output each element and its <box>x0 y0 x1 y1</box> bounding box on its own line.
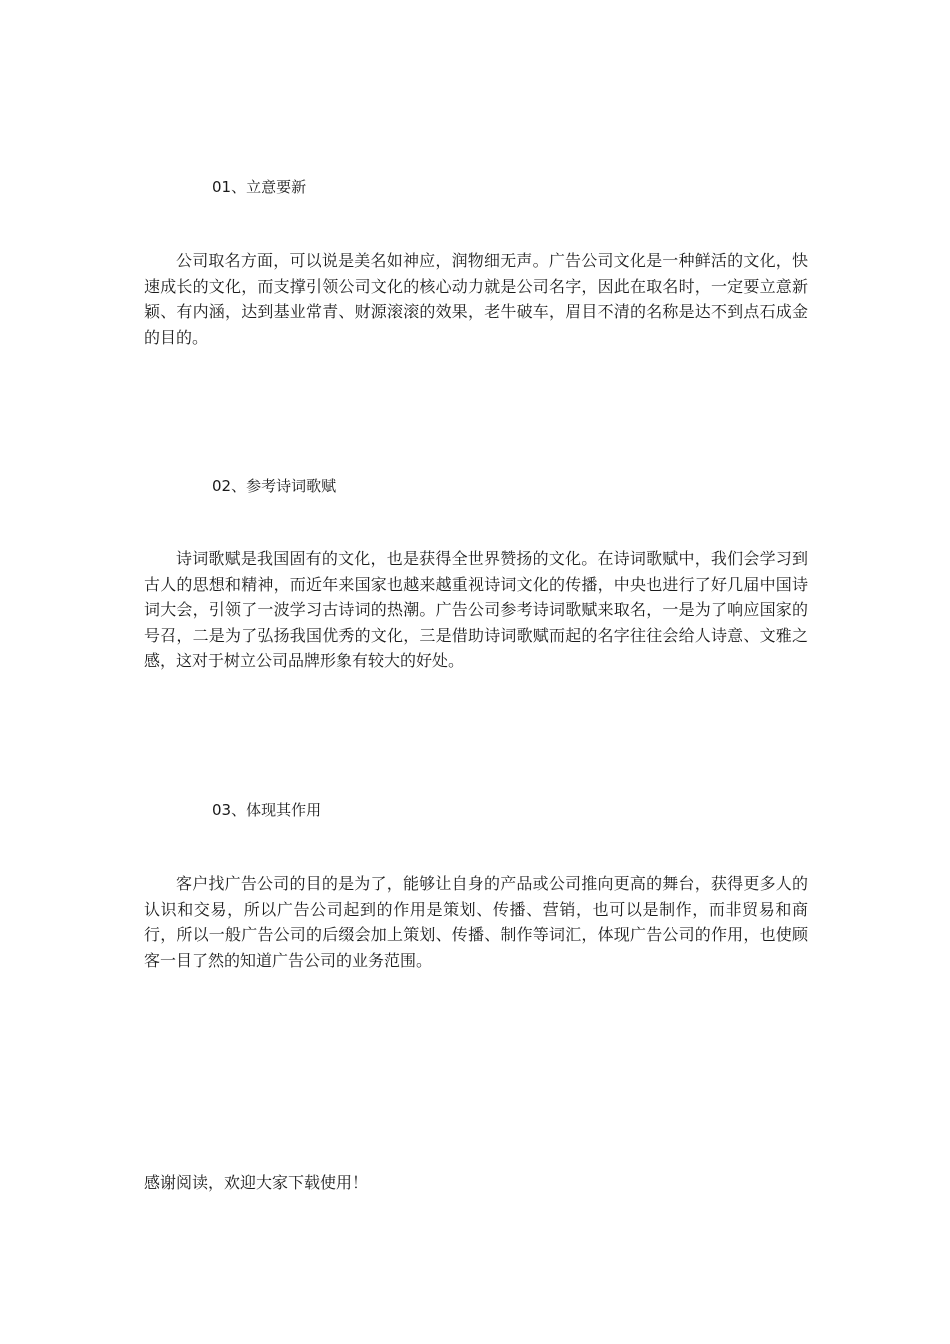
closing-note: 感谢阅读，欢迎大家下载使用！ <box>144 1173 369 1192</box>
section-2-body: 诗词歌赋是我国固有的文化，也是获得全世界赞扬的文化。在诗词歌赋中，我们会学习到古人的思想和精神，而近年来国家也越来越重视诗词文化的传播，中央也进行了好几届中国诗词大会，引领了一波学习古诗词的热潮。广告公司参考诗词歌赋来取名，一是为了响应国家的号召，二是为了弘扬我国优秀的文化，三是借助诗词歌赋而起的名字往往会给人诗意、文雅之感，这对于树立公司品牌形象有较大的好处。 <box>144 549 808 671</box>
section-1-body: 公司取名方面，可以说是美名如神应，润物细无声。广告公司文化是一种鲜活的文化，快速成长的文化，而支撑引领公司文化的核心动力就是公司名字，因此在取名时，一定要立意新颖、有内涵，达到基业常青、财源滚滚的效果，老牛破车，眉目不清的名称是达不到点石成金的目的。 <box>144 251 808 347</box>
section-2-heading: 02、参考诗词歌赋 <box>212 477 337 495</box>
section-3-body: 客户找广告公司的目的是为了，能够让自身的产品或公司推向更高的舞台，获得更多人的认识和交易，所以广告公司起到的作用是策划、传播、营销，也可以是制作，而非贸易和商行，所以一般广告公司的后缀会加上策划、传播、制作等词汇，体现广告公司的作用，也使顾客一目了然的知道广告公司的业务范围。 <box>144 874 808 970</box>
section-1-heading: 01、立意要新 <box>212 178 307 196</box>
section-3-heading: 03、体现其作用 <box>212 801 322 819</box>
